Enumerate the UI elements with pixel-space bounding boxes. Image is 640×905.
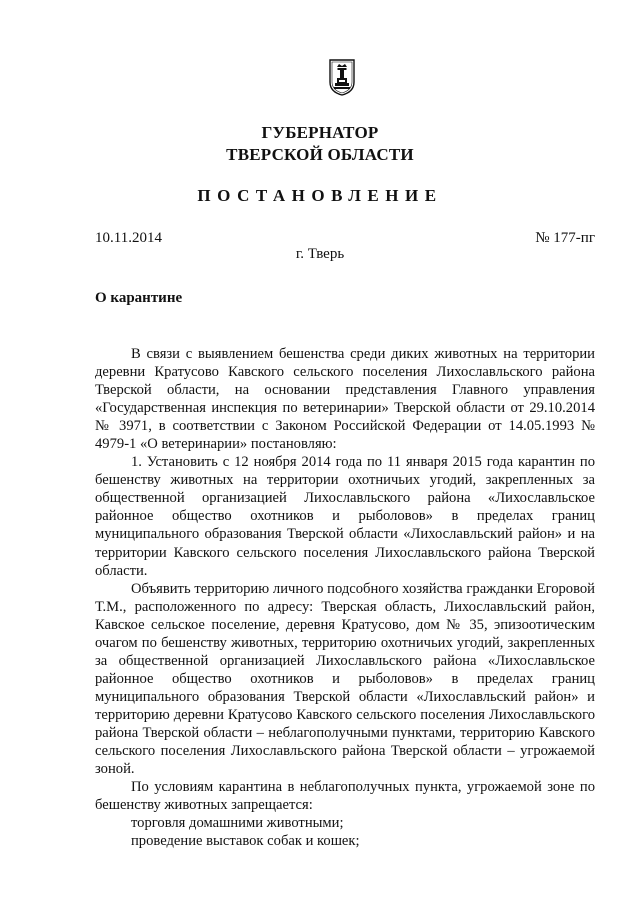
document-type-heading: ПОСТАНОВЛЕНИЕ bbox=[197, 186, 443, 205]
document-body bbox=[95, 345, 595, 850]
paragraph-item-1: 1. Установить с 12 ноября 2014 года по 11 января 2015 года карантин по бешенству животных на территории охотничьих угодий, закрепленных за общественной организацией Лихославльского района «Лихославльское районное общество охотников и рыболовов» в пределах границ муниципального образования Тверской области «Лихославльский район» и на территории Кавского сельского поселения Лихославльского района Тверской области. bbox=[95, 454, 595, 579]
document-authority-line2: ТВЕРСКОЙ ОБЛАСТИ bbox=[226, 145, 414, 164]
document-number: № 177-пг bbox=[535, 230, 595, 246]
document-authority-line1: ГУБЕРНАТОР bbox=[261, 123, 379, 142]
prohibition-item-trade: торговля домашними животными; bbox=[131, 815, 344, 832]
paragraph-outbreak-declaration: Объявить территорию личного подсобного хозяйства гражданки Егоровой Т.М., расположенного по адресу: Тверская область, Лихославльский район, Кавское сельское поселение, деревня Кратусово, дом № 35, эпизоотическим очагом по бешенству животных, территорию охотничьих угодий, закрепленных за общественной организацией Лихославльского района «Лихославльское районное общество охотников и рыболовов» в пределах границ муниципального образования Тверской области «Лихославльский район» и территорию деревни Кратусово Кавского сельского поселения Лихославльского района Тверской области – неблагополучными пунктами, территорию Кавского сельского поселения Лихославльского района Тверской области – угрожаемой зоной. bbox=[95, 580, 595, 778]
document-date: 10.11.2014 bbox=[95, 230, 162, 246]
document-subject: О карантине bbox=[95, 290, 183, 306]
paragraph-preamble: В связи с выявлением бешенства среди диких животных на территории деревни Кратусово Кавского сельского поселения Лихославльского района Тверской области, на основании представления Главного управления «Государственная инспекция по ветеринарии» Тверской области от 29.10.2014 № 3971, в соответствии с Законом Российской Федерации от 14.05.1993 № 4979-1 «О ветеринарии» постановляю: bbox=[95, 346, 595, 453]
document-city: г. Тверь bbox=[295, 246, 345, 262]
tver-coat-of-arms-icon bbox=[328, 58, 356, 96]
paragraph-quarantine-conditions: По условиям карантина в неблагополучных пункта, угрожаемой зоне по бешенству животных запрещается: bbox=[95, 779, 595, 814]
prohibition-item-exhibitions: проведение выставок собак и кошек; bbox=[131, 833, 360, 850]
